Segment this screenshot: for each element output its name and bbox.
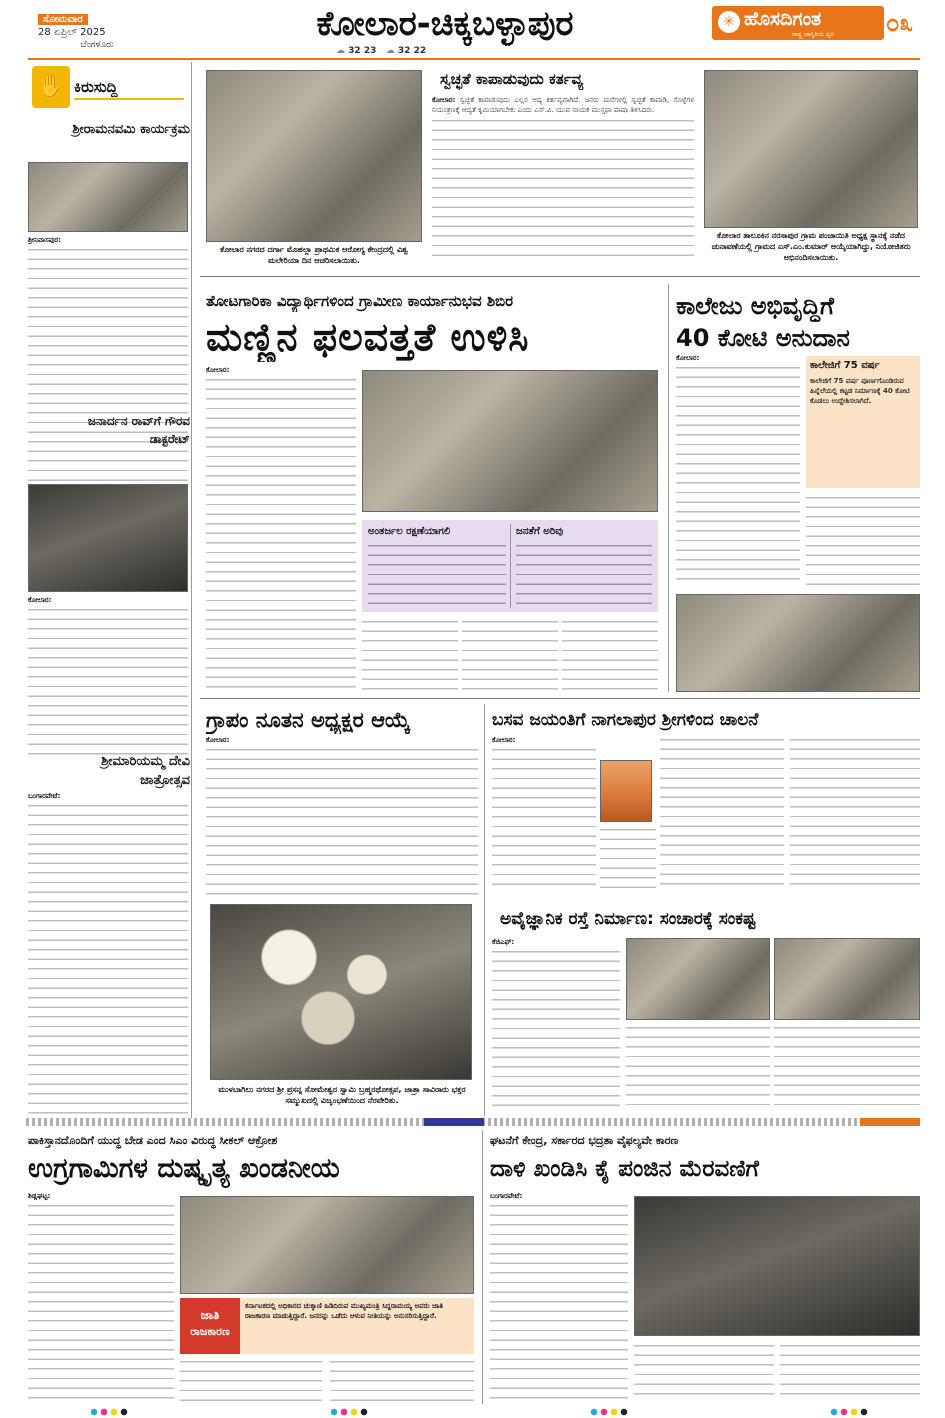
weather-high-2: 32 — [397, 46, 411, 56]
column-divider — [482, 1130, 483, 1404]
masthead — [0, 0, 945, 58]
masthead-city: ಬೆಂಗಳೂರು — [80, 40, 114, 50]
lead-headline: ಮಣ್ಣಿನ ಫಲವತ್ತತೆ ಉಳಿಸಿ — [206, 315, 530, 359]
lead-kicker: ತೋಟಗಾರಿಕಾ ವಿದ್ಯಾರ್ಥಿಗಳಿಂದ ಗ್ರಾಮೀಣ ಕಾರ್ಯಾನುಭವ ಶಿಬಿರ — [206, 292, 514, 310]
panchayat-caption: ಕೋಲಾರ ತಾಲೂಕಿನ ನರಸಾಪುರ ಗ್ರಾಮ ಪಂಚಾಯಿತಿ ಅಧ್ಯಕ್ಷ ಸ್ಥಾನಕ್ಕೆ ನಡೆದ ಚುನಾವಣೆಯಲ್ಲಿ ಗ್ರಾಮದ ಎಸ್.ಎಂ.ಕುಮಾರ್ ಆಯ್ಕೆಯಾಗಿದ್ದು, ನಿಯೋಜಿತರು ಅಭಿನಂದಿಸಲಾಯಿತು. — [711, 231, 911, 262]
cleanliness-headline: ಸ್ವಚ್ಛತೆ ಕಾಪಾಡುವುದು ಕರ್ತವ್ಯ — [440, 70, 584, 88]
box-right-title: ಜನತೆಗೆ ಅರಿವು — [516, 526, 564, 537]
brand-tagline: ರಾಷ್ಟ್ರ ಜಾಗೃತಿಯ ಧ್ವನಿ — [792, 31, 835, 38]
lead-photo — [362, 370, 658, 512]
press-meet-photo — [180, 1196, 474, 1294]
bottom-right-dateline: ಬಂಗಾರಪೇಟೆ: — [490, 1192, 523, 1200]
gp-article — [206, 736, 478, 896]
brand-name: ಹೊಸದಿಗಂತ — [744, 8, 822, 30]
road-dateline: ಕೆಜಿಎಫ್: — [492, 938, 515, 946]
text-lines — [490, 1202, 628, 1402]
sidebar-photo-2 — [28, 484, 188, 592]
cloud-icon: ☁ — [336, 46, 345, 56]
torch-rally-photo — [634, 1196, 920, 1336]
jaati-badge-line2: ರಾಜಕಾರಣ — [190, 1325, 230, 1338]
gp-headline: ಗ್ರಾಪಂ ನೂತನ ಅಧ್ಯಕ್ಷರ ಆಯ್ಕೆ — [206, 708, 411, 732]
basava-col-1 — [492, 736, 596, 888]
jaati-badge — [180, 1298, 240, 1354]
bottom-left-headline: ಉಗ್ರಗಾಮಿಗಳ ದುಷ್ಕೃತ್ಯ ಖಂಡನೀಯ — [28, 1153, 340, 1184]
bottom-right-col-1 — [490, 1192, 628, 1402]
print-registration-marks — [590, 1408, 630, 1416]
masthead-day: ಸೋಮವಾರ — [38, 14, 88, 25]
color-bar-blue — [424, 1118, 484, 1126]
text-lines — [432, 117, 694, 257]
edition-title: ಕೋಲಾರ-ಚಿಕ್ಕಬಳ್ಳಾಪುರ — [316, 4, 574, 44]
college-box — [806, 356, 920, 488]
sidebar-item-title: ಜನಾರ್ದನ ರಾವ್‌ಗೆ ಗೌರವ ಡಾಕ್ಟರೇಟ್ — [87, 414, 190, 446]
lead-dateline: ಕೋಲಾರ: — [206, 366, 230, 374]
section-rule — [200, 698, 920, 699]
weather-high-1: 32 — [348, 46, 361, 56]
sidebar-item-body — [28, 236, 188, 508]
cleanliness-lead: ಸ್ವಚ್ಛತೆ ಕಾಪಾಡುವುದು ಎಲ್ಲರ ಆದ್ಯ ಕರ್ತವ್ಯವಾಗಿದೆ. ಜನರು ಮನೆಗಳಲ್ಲಿ ಸ್ವಚ್ಛತೆ ಕಾಪಾಡಿ, ಸೊಳ್ಳೆಗಳ ನಿಯಂತ್ರಣಕ್ಕೆ ಆದ್ಯತೆ ಕೃಮಿಯಾಗಬೇಕು ಎಂದು ಎಸ್.ವಿ. ಯುವ ನಾಯಕ ಮುಸ್ತಫಾ ಪಾಷಾ ತಿಳಿಸಿದರು. — [432, 96, 694, 114]
text-lines — [492, 948, 620, 1110]
road-col-1 — [492, 938, 620, 1110]
bottom-right-col-3 — [780, 1342, 920, 1402]
masthead-rule — [28, 58, 920, 60]
road-col-2 — [626, 1024, 770, 1110]
text-lines — [28, 606, 188, 756]
weather-low-2: 22 — [413, 46, 427, 56]
print-registration-marks — [90, 1408, 130, 1416]
basava-col-3 — [660, 736, 784, 888]
text-lines — [676, 364, 800, 588]
sidebar-item-dateline: ಶ್ರೀನಿವಾಸಪುರ: — [28, 236, 61, 244]
text-lines — [28, 802, 188, 1114]
road-headline: ಅವೈಜ್ಞಾನಿಕ ರಸ್ತೆ ನಿರ್ಮಾಣ: ಸಂಚಾರಕ್ಕೆ ಸಂಕಷ್ಟ — [500, 909, 756, 929]
weather-low-1: 23 — [363, 46, 377, 56]
text-lines — [206, 376, 356, 690]
college-col-1 — [676, 354, 800, 588]
college-box-text: ಕಾಲೇಜಿಗೆ 75 ವರ್ಷ ಪೂರ್ಣಗೊಂಡಿರುವ ಹಿನ್ನೆಲೆಯಲ್ಲಿ ಕಟ್ಟಡ ನಿರ್ಮಾಣಕ್ಕೆ 40 ಕೋಟಿ ಕೊಡಲು ಉದ್ದೇಶಿಸಲಾಗಿದೆ. — [810, 377, 910, 405]
basava-dateline: ಕೋಲಾರ: — [492, 736, 516, 744]
megaphone-icon: ✋ — [37, 74, 65, 99]
text-lines — [368, 542, 506, 608]
jaati-box-text: ಕರ್ನಾಟಕದಲ್ಲಿ ಅಧಿಕಾರದ ಚುಕ್ಕಾಣಿ ಹಿಡಿದಿರುವ ಮುಖ್ಯಮಂತ್ರಿ ಸಿದ್ದರಾಮಯ್ಯ ಅವರು ಜಾತಿ ರಾಜಕಾರಣ ಮಾಡುತ್ತಿದ್ದಾರೆ. ಜನರನ್ನು ಒಡೆದು ಆಳುವ ನೀತಿಯನ್ನು ಅನುಸರಿಸುತ್ತಿದ್ದಾರೆ. — [245, 1302, 443, 1320]
college-photo — [676, 594, 920, 692]
text-lines — [492, 746, 596, 888]
box-left-title: ಅಂತರ್ಜಲ ರಕ್ಷಣೆಯಾಗಲಿ — [368, 526, 451, 537]
college-col-2 — [806, 494, 920, 588]
sidebar — [26, 62, 192, 1118]
jaati-badge-line1: ಜಾತಿ — [200, 1308, 220, 1322]
gp-dateline: ಕೋಲಾರ: — [206, 736, 230, 744]
bottom-left-kicker: ಪಾಕಿಸ್ತಾನದೊಂದಿಗೆ ಯುದ್ಧ ಬೇಡ ಎಂದ ಸಿಎಂ ವಿರುದ್ಧ ಸೀಕಲ್ ಆಕ್ರೋಶ — [28, 1134, 278, 1147]
cleanliness-article — [432, 96, 694, 266]
bottom-right-headline: ದಾಳಿ ಖಂಡಿಸಿ ಕೈ ಪಂಜಿನ ಮೆರವಣಿಗೆ — [490, 1156, 759, 1182]
college-headline-2: 40 ಕೋಟಿ ಅನುದಾನ — [676, 324, 850, 352]
road-photo-1 — [626, 938, 770, 1020]
brand-logo-icon: ✳ — [718, 11, 740, 33]
sidebar-item-title: ಶ್ರೀಮಾರಿಯಮ್ಮ ದೇವಿ ಜಾತ್ರೋತ್ಸವ — [101, 754, 190, 788]
text-lines — [516, 542, 652, 608]
temple-photo — [210, 904, 472, 1080]
bottom-left-col-2 — [180, 1358, 322, 1402]
sidebar-item-dateline: ಕೋಲಾರ: — [28, 596, 52, 604]
brand-box — [712, 6, 884, 40]
box-divider — [510, 524, 511, 608]
malaria-day-photo — [206, 70, 422, 242]
swamiji-photo — [600, 760, 652, 822]
road-col-3 — [774, 1024, 920, 1110]
lead-box — [362, 520, 658, 612]
kirusuddi-underline — [74, 98, 184, 100]
bottom-left-col-3 — [330, 1358, 474, 1402]
college-headline-1: ಕಾಲೇಜು ಅಭಿವೃದ್ಧಿಗೆ — [676, 292, 834, 320]
college-box-title: ಕಾಲೇಜಿಗೆ 75 ವರ್ಷ — [810, 360, 880, 371]
column-divider — [484, 704, 485, 1116]
college-dateline: ಕೋಲಾರ: — [676, 354, 700, 362]
cloud-icon: ☁ — [385, 46, 395, 56]
text-lines — [28, 1202, 174, 1402]
kirusuddi-badge — [32, 66, 70, 108]
bottom-right-kicker: ಘಟನೆಗೆ ಕೇಂದ್ರ, ಸರ್ಕಾರದ ಭದ್ರತಾ ವೈಫಲ್ಯವೇ ಕಾರಣ — [490, 1134, 679, 1147]
masthead-date: 28 ಏಪ್ರಿಲ್ 2025 — [38, 27, 106, 38]
basava-col-4 — [790, 736, 920, 888]
basava-headline: ಬಸವ ಜಯಂತಿಗೆ ನಾಗಲಾಪುರ ಶ್ರೀಗಳಿಂದ ಚಾಲನೆ — [492, 710, 759, 730]
lead-col-4 — [562, 618, 658, 690]
bottom-left-col-1 — [28, 1192, 174, 1402]
basava-col-2 — [600, 826, 656, 888]
kirusuddi-label: ಕಿರುಸುದ್ದಿ — [74, 78, 118, 96]
text-lines — [206, 746, 478, 896]
print-registration-marks — [330, 1408, 370, 1416]
color-bar-orange — [860, 1118, 920, 1126]
text-lines — [28, 246, 188, 508]
lead-col-2 — [362, 618, 458, 690]
bottom-left-dateline: ಶಿಡ್ಲಘಟ್ಟ: — [28, 1192, 51, 1200]
sidebar-item-body — [28, 792, 188, 1114]
lead-col-1 — [206, 366, 356, 690]
malaria-day-caption: ಕೋಲಾರ ನಗರದ ದರ್ಗಾ ಮೊಹಲ್ಲಾ ಪ್ರಾಥಮಿಕ ಆರೋಗ್ಯ ಕೇಂದ್ರದಲ್ಲಿ ವಿಶ್ವ ಮಲೇರಿಯಾ ದಿನ ಆಚರಿಸಲಾಯಿತು. — [220, 245, 408, 265]
bottom-right-col-2 — [634, 1342, 774, 1402]
panchayat-photo — [704, 70, 918, 228]
sidebar-item-dateline: ಬಂಗಾರಪೇಟೆ: — [28, 792, 61, 800]
jaati-box — [240, 1298, 474, 1354]
lead-col-3 — [462, 618, 558, 690]
page-number: ೦೩ — [886, 9, 913, 37]
print-registration-marks — [830, 1408, 870, 1416]
sidebar-photo-1 — [28, 162, 188, 232]
column-divider — [668, 284, 669, 692]
weather-strip — [336, 44, 446, 58]
date-block — [38, 7, 156, 50]
road-photo-2 — [774, 938, 920, 1020]
sidebar-item-title: ಶ್ರೀರಾಮನವಮಿ ಕಾರ್ಯಕ್ರಮ — [72, 122, 190, 137]
cleanliness-dateline: ಕೋಲಾರ: — [432, 96, 456, 104]
sidebar-item-body — [28, 596, 188, 756]
temple-caption: ಮುಳಬಾಗಿಲು ನಗರದ ಶ್ರೀ ಪ್ರಸನ್ನ ಸೋಮೇಶ್ವರ ಸ್ವಾಮಿ ಬ್ರಹ್ಮರಥೋತ್ಸವ, ಜಾತ್ರಾ ಸಾವಿರಾರು ಭಕ್ತರ ಸಮ್ಮುಖದಲ್ಲಿ ವಿಜೃಂಭಣೆಯಿಂದ ನೆರವೇರಿತು. — [218, 1085, 466, 1105]
section-rule — [200, 276, 920, 277]
